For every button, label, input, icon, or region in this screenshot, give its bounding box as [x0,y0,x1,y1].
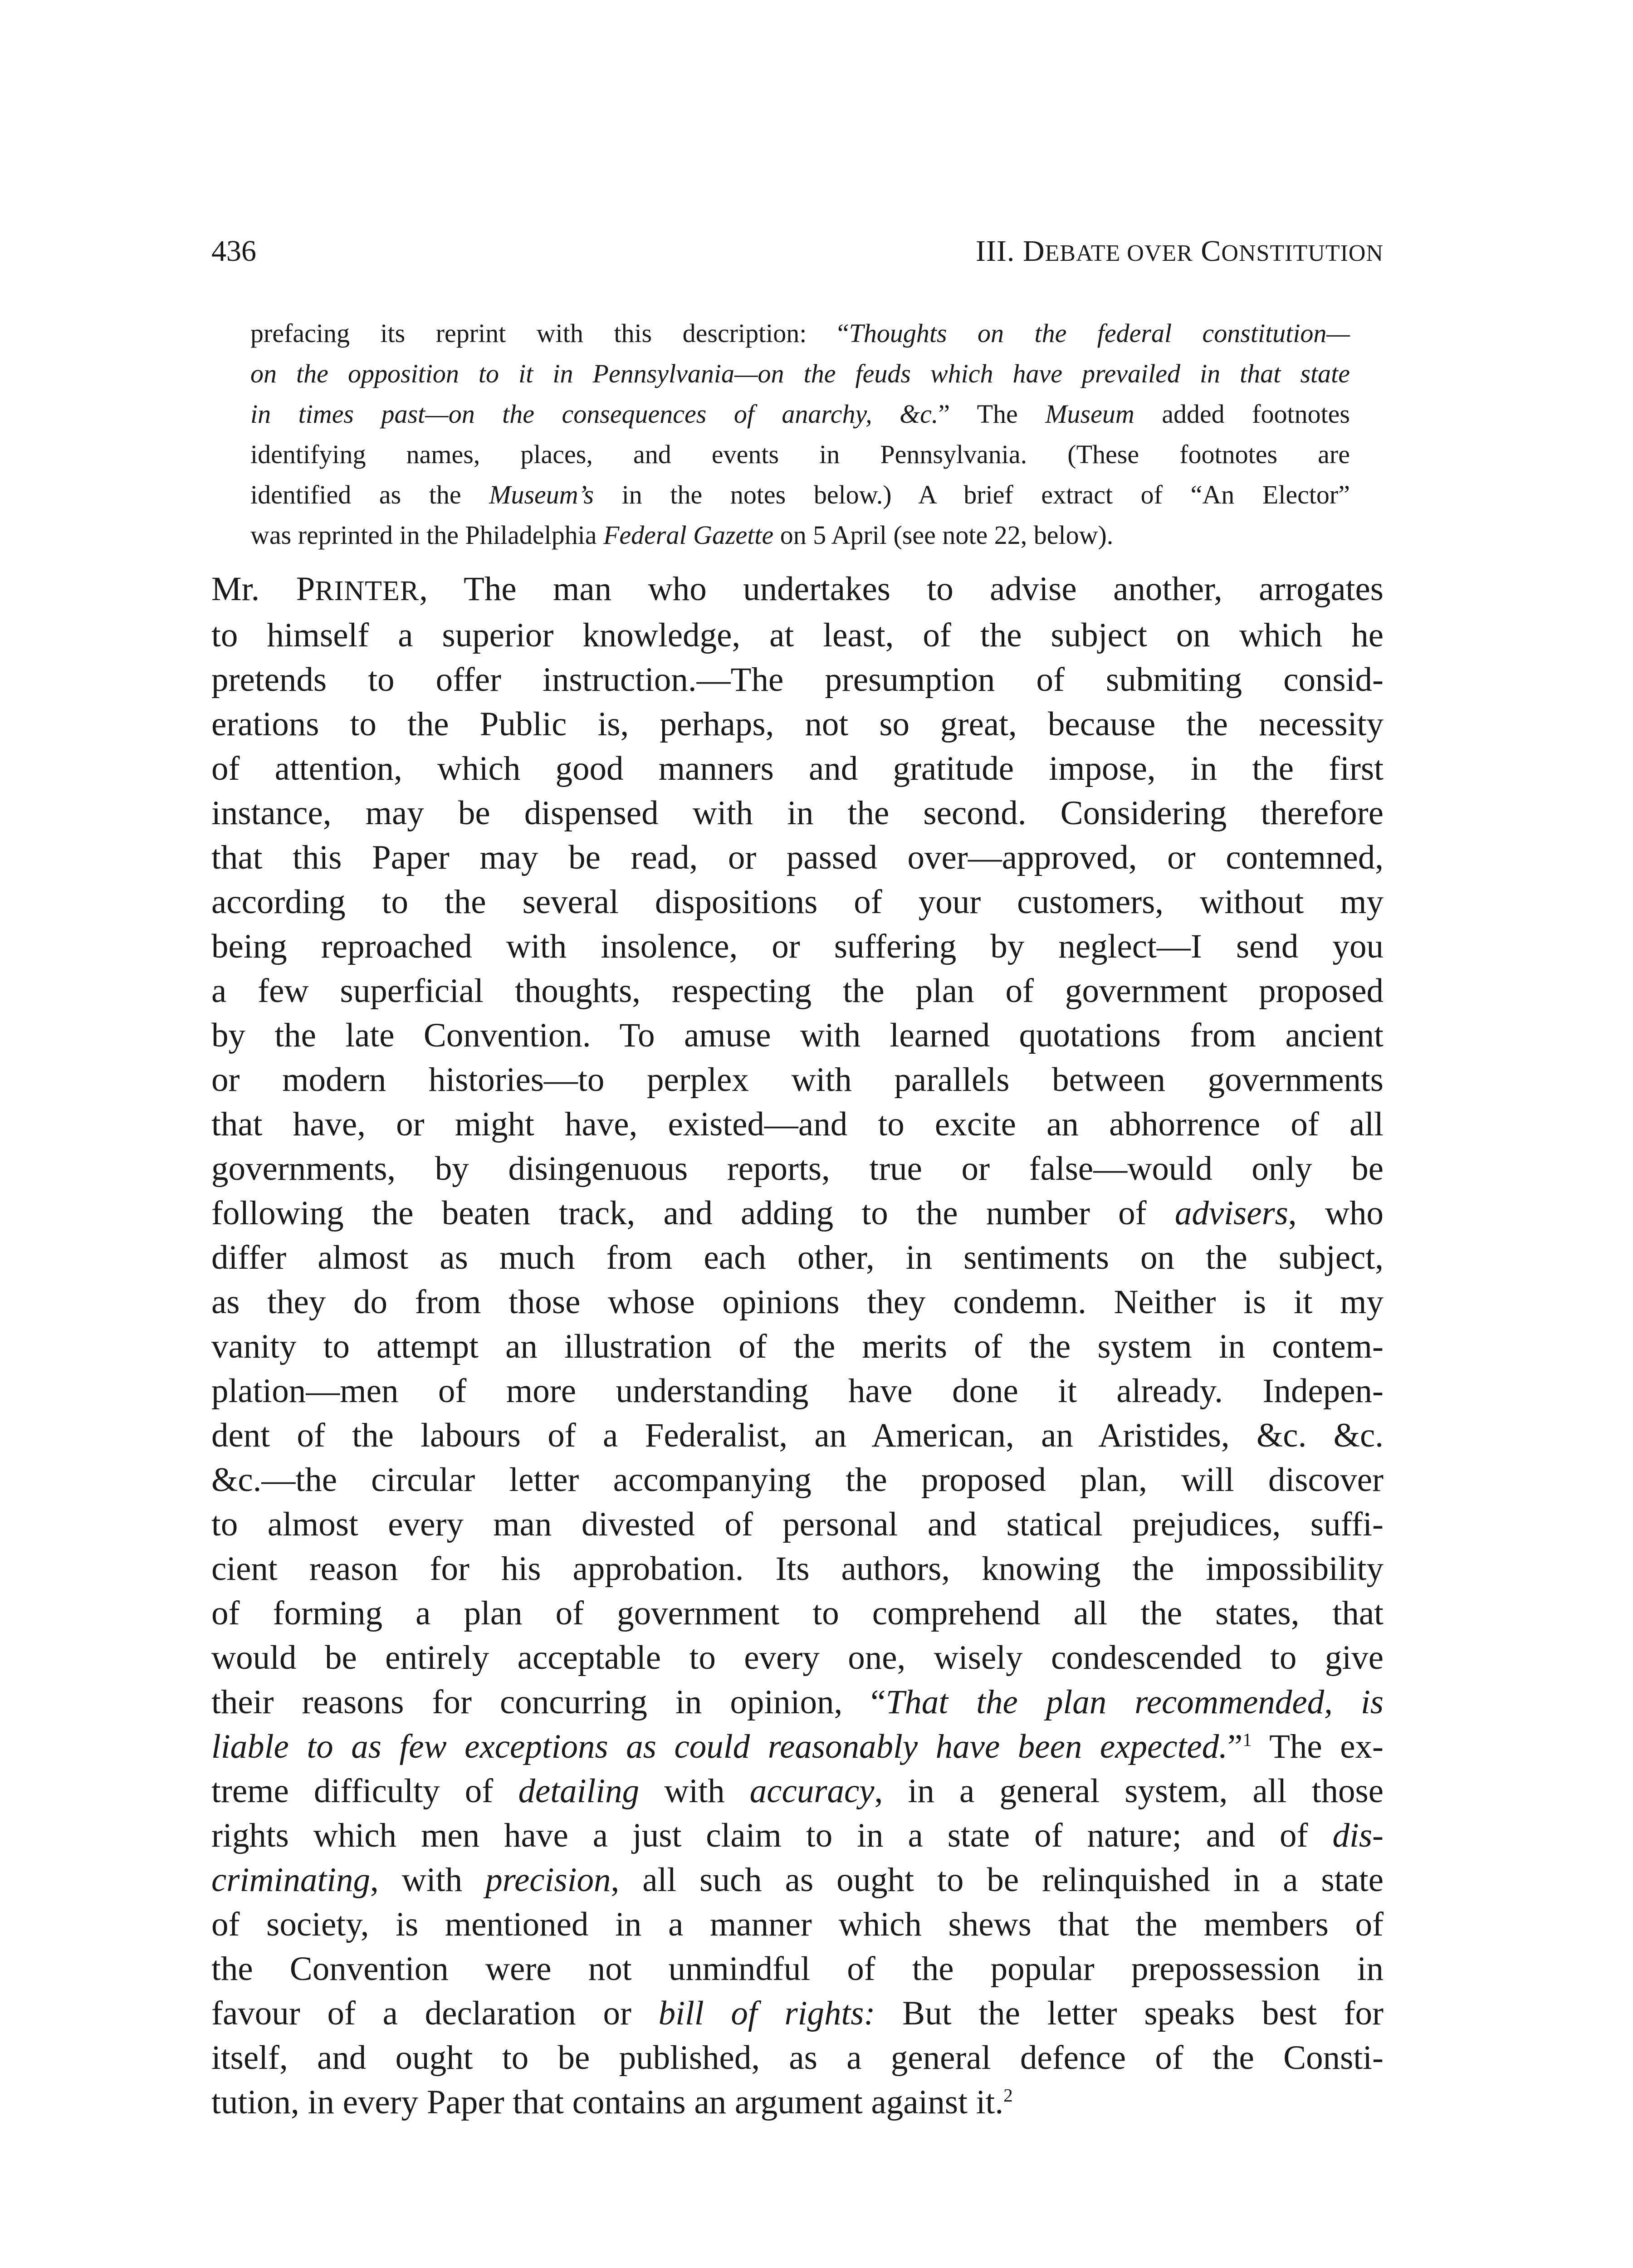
body-line: dent of the labours of a Federalist, an American, an Aristides, &c. &c. [211,1417,1384,1454]
body-line: by the late Convention. To amuse with learned quotations from ancient [211,1017,1384,1054]
page-header [211,229,1384,274]
body-line: to himself a superior knowledge, at least, of the subject on which he [211,616,1384,654]
headnote-line: in times past—on the consequences of anarchy, &c.” The Museum added footnotes [250,399,1350,429]
body-line: of attention, which good manners and gratitude impose, in the first [211,750,1384,787]
headnote-line: was reprinted in the Philadelphia Federal Gazette on 5 April (see note 22, below). [250,520,1114,550]
body-line: being reproached with insolence, or suffering by neglect—I send you [211,928,1384,965]
body-line: treme difficulty of detailing with accuracy, in a general system, all those [211,1772,1384,1810]
printer-salutation: PRINTER [296,570,420,608]
body-line: governments, by disingenuous reports, true or false—would only be [211,1150,1384,1188]
body-line: criminating, with precision, all such as ought to be relinquished in a state [211,1861,1384,1899]
body-line: rights which men have a just claim to in a state of nature; and of dis- [211,1817,1384,1854]
body-line: according to the several dispositions of your customers, without my [211,883,1384,921]
essay-body [211,567,1384,2125]
body-line: tution, in every Paper that contains an argument against it.$^2$ [211,2083,1013,2121]
body-line: a few superficial thoughts, respecting the plan of government proposed [211,972,1384,1010]
page-number: 436 [211,235,256,268]
headnote-line: identified as the Museum’s in the notes below.) A brief extract of “An Elector” [250,480,1350,509]
body-line: that have, or might have, existed—and to excite an abhorrence of all [211,1105,1384,1143]
body-line: pretends to offer instruction.—The presumption of submiting consid- [211,661,1384,699]
headnote-line: identifying names, places, and events in Pennsylvania. (These footnotes are [250,440,1350,469]
body-line: that this Paper may be read, or passed over—approved, or contemned, [211,839,1384,876]
body-line: would be entirely acceptable to every one, wisely condescended to give [211,1639,1384,1677]
headnote-line: on the opposition to it in Pennsylvania—on the feuds which have prevailed in that state [250,359,1350,388]
body-line: erations to the Public is, perhaps, not so great, because the necessity [211,705,1384,743]
headnote [250,313,1350,555]
footnote-ref-2: 2 [1003,2085,1013,2106]
body-line: the Convention were not unmindful of the popular prepossession in [211,1950,1384,1988]
body-line: differ almost as much from each other, in sentiments on the subject, [211,1239,1384,1276]
body-line: their reasons for concurring in opinion, “That the plan recommended, is [211,1683,1384,1721]
body-line: following the beaten track, and adding to the number of advisers, who [211,1194,1384,1232]
body-line: instance, may be dispensed with in the second. Considering therefore [211,794,1384,832]
footnote-ref-1: 1 [1242,1729,1252,1750]
body-line: plation—men of more understanding have done it already. Indepen- [211,1372,1384,1410]
body-line: vanity to attempt an illustration of the merits of the system in contem- [211,1328,1384,1365]
body-line: &c.—the circular letter accompanying the proposed plan, will discover [211,1461,1384,1499]
body-line: Mr. PRINTER, The man who undertakes to advise another, arrogates [211,570,1384,608]
body-line: cient reason for his approbation. Its authors, knowing the impossibility [211,1550,1384,1588]
headnote-line: prefacing its reprint with this description: “Thoughts on the federal constitution— [250,318,1350,348]
body-line: or modern histories—to perplex with parallels between governments [211,1061,1384,1099]
body-line: favour of a declaration or bill of rights: But the letter speaks best for [211,1994,1384,2032]
body-line: to almost every man divested of personal and statical prejudices, suffi- [211,1505,1384,1543]
body-line: liable to as few exceptions as could reasonably have been expected.”$^1$ The ex- [211,1728,1384,1765]
body-line: itself, and ought to be published, as a general defence of the Consti- [211,2039,1384,2077]
body-line: of forming a plan of government to comprehend all the states, that [211,1594,1384,1632]
running-head: III. DEBATE OVER CONSTITUTION [975,235,1384,268]
body-line: of society, is mentioned in a manner which shews that the members of [211,1906,1384,1943]
body-line: as they do from those whose opinions they condemn. Neither is it my [211,1283,1384,1321]
